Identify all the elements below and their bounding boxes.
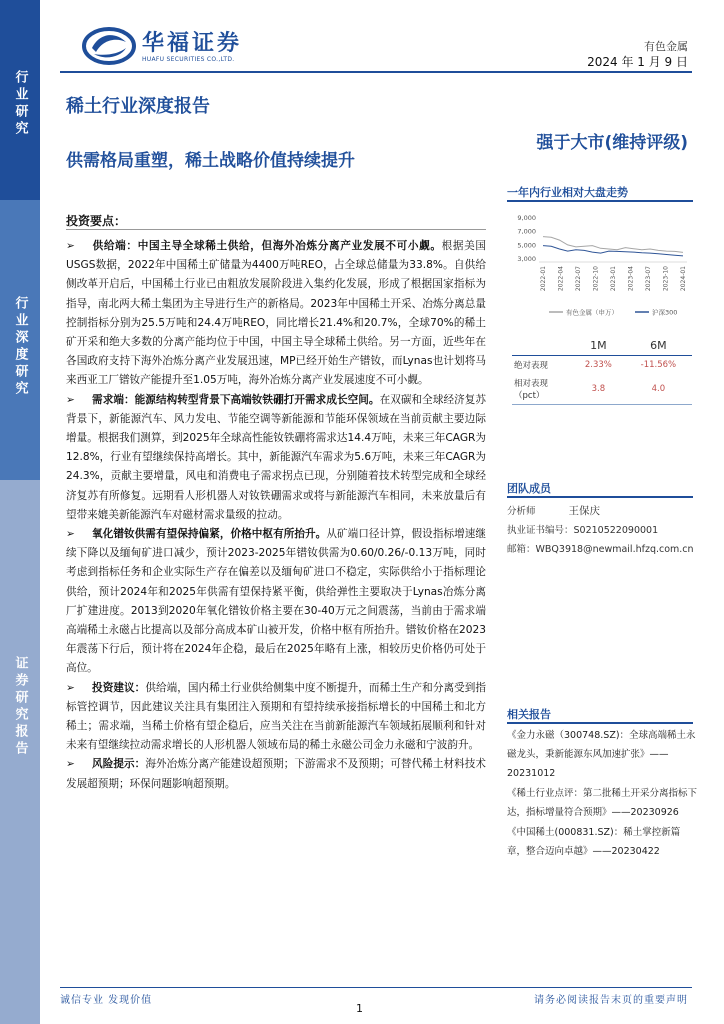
- performance-value: 2.33%: [584, 360, 612, 370]
- paragraph-investment-head: 投资建议：: [92, 681, 146, 694]
- performance-row-relative: [512, 374, 692, 405]
- report-date: 2024 年 1 月 9 日: [587, 55, 688, 69]
- performance-label: 相对表现（pct）: [512, 374, 572, 405]
- rating-label: 强于大市(维持评级): [536, 133, 688, 153]
- related-report-item[interactable]: 《金力永磁（300748.SZ)：全球高端稀土永磁龙头，秉新能源东风加速扩张》——20231012: [507, 730, 696, 779]
- paragraph-supply-head: 供给端：中国主导全球稀土供给，但海外冶炼分离产业发展不可小觑。: [92, 240, 442, 252]
- sidebar-label-deep: 行业深度研究: [12, 296, 28, 398]
- main-title: 供需格局重塑，稀土战略价值持续提升: [66, 151, 355, 171]
- x-tick-label: 2022-04: [557, 266, 565, 292]
- related-heading-divider: [507, 722, 693, 724]
- paragraph-investment-body: 供给端，国内稀土行业供给侧集中度不断提升，而稀土生产和分离受到指标管控调节，因此建议关注具有集团注入预期和有望持续承接指标增长的中国稀土和北方稀土；需求端，当稀土价格有望企稳后，应当关注在当前新能源汽车领域拓展顺利和针对未来有望继续拉动需求增长的人形机器人领域布局的稀土永磁公司金力永磁和宁波韵升。: [66, 681, 487, 752]
- related-heading: 相关报告: [507, 708, 551, 721]
- performance-table: [512, 336, 692, 405]
- paragraph-risk-head: 风险提示：: [92, 758, 146, 771]
- performance-header-1m: 1M: [572, 336, 625, 356]
- company-name: 华福证券: [142, 31, 243, 56]
- paragraph-demand-head: 需求端：能源结构转型背景下高端钕铁硼打开需求成长空间。: [92, 393, 380, 406]
- arrow-bullet-icon: ➢: [66, 240, 75, 252]
- performance-row-absolute: [512, 356, 692, 375]
- sidebar-segment-research: [0, 0, 40, 200]
- email-label: 邮箱：: [507, 544, 536, 555]
- page-number: 1: [356, 1002, 363, 1015]
- license-label: 执业证书编号：: [507, 525, 574, 536]
- key-points-title: 投资要点：: [66, 214, 127, 228]
- y-tick-label: 3,000: [517, 255, 536, 264]
- x-tick-label: 2022-01: [540, 266, 547, 292]
- analyst-row: [507, 502, 697, 521]
- x-tick-label: 2024-01: [680, 266, 687, 292]
- performance-header-blank: [512, 336, 572, 356]
- email-row: [507, 540, 697, 559]
- paragraph-supply-body: 根据美国USGS数据，2022年中国稀土矿储量为4400万吨REO，占全球总储量为33.8%。自供给侧改革开启后，中国稀土行业已由粗放发展阶段进入集约化发展，形成了根据国家指标为指导，南北两大稀土集团为主导进行生产的新格局。2023年中国稀土开采、冶炼分离总量控制指标分别为25.5万吨和24.4万吨REO，同比增长21.4%和20.7%，全球70%的稀土矿开采和绝大多数的分离产能均位于中国，中国主导全球稀土供给。另一方面，近些年在各国政府支持下海外冶炼分离产业发展迅速，MP已经开始生产镨钕，而Lynas也计划将马来西亚工厂镨钕产能提升至1.05万吨，海外冶炼分离产业发展速度不可小觑。: [66, 240, 487, 387]
- paragraph-price: [66, 525, 486, 679]
- x-tick-label: 2022-07: [575, 266, 582, 292]
- report-type-title: 稀土行业深度报告: [66, 96, 210, 117]
- sidebar-label-research: 行业研究: [12, 70, 28, 138]
- trend-heading: 一年内行业相对大盘走势: [507, 186, 628, 199]
- related-report-item[interactable]: 《稀土行业点评：第二批稀土开采分离指标下达，指标增量符合预期》——20230926: [507, 788, 698, 818]
- paragraph-investment: [66, 679, 486, 756]
- x-tick-label: 2023-01: [610, 266, 617, 292]
- performance-header-row: [512, 336, 692, 356]
- arrow-bullet-icon: ➢: [66, 393, 75, 406]
- paragraph-supply: [66, 237, 486, 391]
- x-tick-label: 2023-07: [645, 266, 652, 292]
- arrow-bullet-icon: ➢: [66, 528, 75, 541]
- legend-label: 有色金属（申万）: [566, 308, 618, 317]
- footer-disclaimer: 请务必阅读报告末页的重要声明: [534, 995, 688, 1006]
- paragraph-demand: [66, 391, 486, 525]
- arrow-bullet-icon: ➢: [66, 681, 75, 694]
- key-points-body: [66, 237, 486, 794]
- sidebar-label-report: 证券研究报告: [12, 656, 28, 758]
- performance-value: 3.8: [572, 374, 625, 405]
- left-sidebar: [0, 0, 40, 1024]
- sector-label: 有色金属: [644, 40, 688, 53]
- trend-heading-divider: [507, 200, 693, 202]
- team-heading-divider: [507, 496, 693, 498]
- company-name-en: HUAFU SECURITIES CO.,LTD.: [142, 56, 235, 63]
- footer-divider: [60, 987, 692, 988]
- y-tick-label: 9,000: [517, 213, 536, 222]
- paragraph-risk: [66, 755, 486, 793]
- key-points-divider: [66, 229, 486, 230]
- email-address[interactable]: WBQ3918@newmail.hfzq.com.cn: [535, 544, 694, 555]
- license-number: S0210522090001: [573, 525, 659, 536]
- license-row: [507, 521, 697, 540]
- performance-label: 绝对表现: [514, 361, 549, 371]
- arrow-bullet-icon: ➢: [66, 758, 75, 771]
- performance-header-6m: 6M: [625, 336, 692, 356]
- y-tick-label: 7,000: [517, 227, 536, 236]
- company-logo-icon: [82, 26, 136, 66]
- trend-chart: [507, 208, 693, 323]
- x-tick-label: 2023-04: [627, 266, 635, 292]
- related-reports: [507, 726, 697, 861]
- footer-slogan: 诚信专业 发现价值: [60, 995, 153, 1006]
- analyst-name: 王保庆: [568, 505, 601, 517]
- team-members: [507, 502, 697, 559]
- x-tick-label: 2022-10: [592, 266, 600, 292]
- paragraph-risk-body: 海外冶炼分离产能建设超预期；下游需求不及预期；可替代稀土材料技术发展超预期；环保问题影响超预期。: [66, 758, 487, 790]
- paragraph-demand-body: 在双碳和全球经济复苏背景下，新能源汽车、风力发电、节能空调等新能源和节能环保领域在当前贡献主要边际增量。根据我们测算，到2025年全球高性能钕铁硼将需求达14.4万吨，未来三年CAGR为12.8%，行业有望继续保持高增长。其中，新能源汽车需求为5.6万吨，未来三年CAGR为24.3%，贡献主要增量，风电和消费电子需求拐点已现，分别随着技术转型完成和全球经济复苏有所修复。远期看人形机器人对钕铁硼需求或将与新能源汽车相同，未来放量后有望带来媲美新能源汽车对磁材需求量级的拉动。: [66, 393, 487, 521]
- legend-label: 沪深300: [652, 308, 678, 317]
- performance-value: 4.0: [625, 374, 692, 405]
- paragraph-price-head: 氧化镨钕供需有望保持偏紧，价格中枢有所抬升。: [92, 528, 327, 541]
- analyst-label: 分析师: [507, 506, 536, 517]
- header-divider: [60, 71, 692, 73]
- paragraph-price-body: 从矿端口径计算，假设指标增速继续下降以及缅甸矿进口减少，预计2023-2025年镨钕供需为0.60/0.26/-0.13万吨，同时考虑到指标任务和企业实际生产存在偏差以及缅甸矿进口不稳定，实际供给小于指标理论供给，预计2024年和2025年供需有望保持紧平衡，供给弹性主要取决于Lynas冶炼分离厂扩建进度。2013到2020年氧化镨钕价格主要在30-40万元之间震荡，当前由于需求端高端稀土永磁占比提高以及部分高成本矿山被开发，价格中枢有所抬升。镨钕价格在2023年震荡下行后，预计将在2024年企稳，最后在2025年略有上涨，相较历史价格仍可处于高位。: [66, 528, 487, 675]
- x-tick-label: 2023-10: [662, 266, 670, 292]
- sidebar-segment-report: [0, 480, 40, 1024]
- y-tick-label: 5,000: [517, 241, 536, 250]
- related-report-item[interactable]: 《中国稀土(000831.SZ)：稀土掌控新篇章，整合迈向卓越》——20230422: [507, 827, 681, 857]
- sidebar-segment-deep: [0, 200, 40, 480]
- performance-value: -11.56%: [640, 360, 677, 370]
- team-heading: 团队成员: [507, 482, 551, 495]
